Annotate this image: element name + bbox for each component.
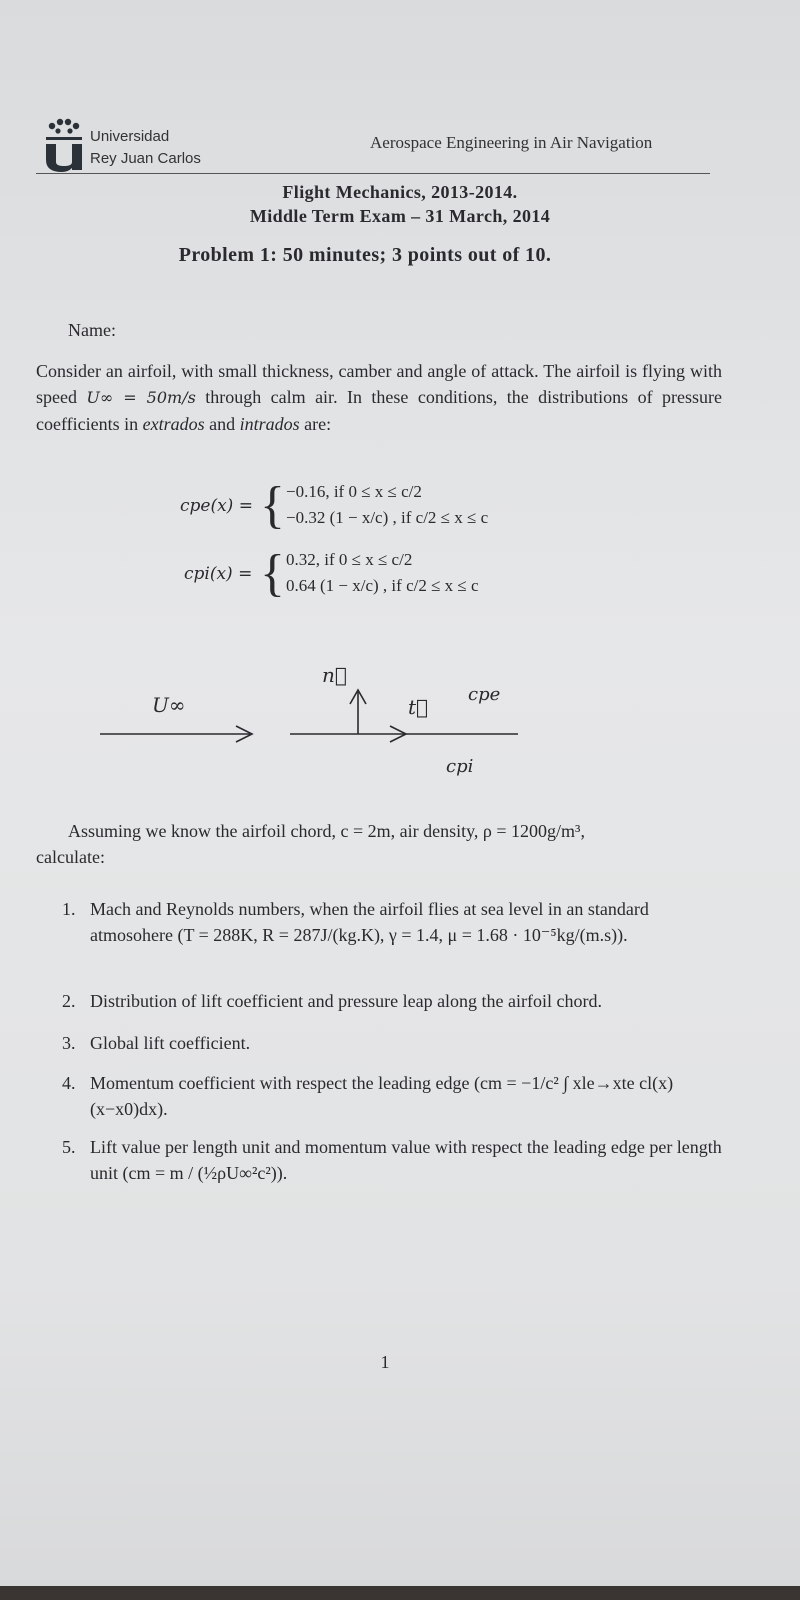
task-item-5 — [62, 1134, 722, 1186]
extrados-term: extrados — [142, 414, 205, 434]
page-number: 1 — [380, 1352, 390, 1372]
department-title: Aerospace Engineering in Air Navigation — [370, 133, 653, 152]
task-text: Global lift coefficient. — [90, 1033, 251, 1053]
calculate-text: calculate: — [36, 847, 105, 867]
intrados-term: intrados — [239, 414, 300, 434]
header-divider — [36, 173, 710, 174]
task-text: Mach and Reynolds numbers, when the airfoil flies at sea level in an standard atmosohere (T = 288K, R = 287J/(kg.K), γ = 1.4, μ = 1.68 · 10⁻⁵kg/(m.s)). — [90, 899, 649, 945]
cpi-lhs: cpi(x) = — [184, 564, 253, 584]
cpe-label: cpe — [468, 684, 501, 705]
speed-expression: U∞ = 50m/s — [86, 388, 196, 407]
assuming-text: Assuming we know the airfoil chord, c = 2m, air density, ρ = 1200g/m³, — [68, 821, 585, 841]
task-number: 4. — [62, 1073, 76, 1093]
task-number: 1. — [62, 899, 76, 919]
task-text: Momentum coefficient with respect the leading edge (cm = −1/c² ∫ xle→xte cl(x)(x−x0)dx). — [90, 1073, 674, 1119]
university-line2: Rey Juan Carlos — [90, 150, 201, 167]
university-logo-icon — [44, 118, 84, 174]
n-vector-label: n⃗ — [322, 663, 347, 687]
university-name — [90, 126, 201, 170]
intro-and: and — [204, 414, 240, 434]
airfoil-diagram — [90, 660, 540, 790]
cpe-case-1: −0.16, if 0 ≤ x ≤ c/2 — [286, 482, 422, 501]
cpi-brace: { — [260, 545, 285, 602]
name-label: Name: — [68, 320, 116, 340]
task-item-4 — [62, 1070, 722, 1122]
intro-text-3: are: — [299, 414, 332, 434]
cpe-lhs: cpe(x) = — [180, 496, 253, 516]
task-item-3 — [62, 1030, 722, 1056]
task-item-1 — [62, 896, 722, 948]
intro-paragraph — [36, 358, 722, 437]
task-text: Lift value per length unit and momentum value with respect the leading edge per length unit (cm = m / (½ρU∞²c²)). — [90, 1137, 722, 1183]
cpi-case-1: 0.32, if 0 ≤ x ≤ c/2 — [286, 550, 413, 569]
task-item-2 — [62, 988, 722, 1014]
table-edge — [0, 1586, 800, 1600]
task-number: 3. — [62, 1033, 76, 1053]
cpe-equation — [180, 478, 700, 538]
exam-title: Middle Term Exam – 31 March, 2014 — [249, 206, 551, 226]
cpe-case-2: −0.32 (1 − x/c) , if c/2 ≤ x ≤ c — [286, 508, 489, 527]
university-line1: Universidad — [90, 128, 170, 145]
course-title: Flight Mechanics, 2013-2014. — [282, 182, 518, 202]
cpi-label: cpi — [446, 756, 474, 777]
assuming-paragraph — [36, 818, 722, 870]
intro-text-2: through calm air. In these conditions, the distributions of pressure coefficients in — [36, 387, 723, 434]
cpi-equation — [184, 546, 704, 606]
cpe-brace: { — [260, 477, 285, 534]
t-vector-label: t⃗ — [408, 695, 429, 719]
task-text: Distribution of lift coefficient and pressure leap along the airfoil chord. — [90, 991, 603, 1011]
task-number: 2. — [62, 991, 76, 1011]
task-number: 5. — [62, 1137, 76, 1157]
intro-text-1: Consider an airfoil, with small thickness, camber and angle of attack. The airfoil is flying with speed — [36, 361, 722, 407]
problem-title: Problem 1: 50 minutes; 3 points out of 10. — [178, 244, 552, 266]
cpi-case-2: 0.64 (1 − x/c) , if c/2 ≤ x ≤ c — [286, 576, 479, 595]
u-inf-label: U∞ — [152, 693, 186, 717]
